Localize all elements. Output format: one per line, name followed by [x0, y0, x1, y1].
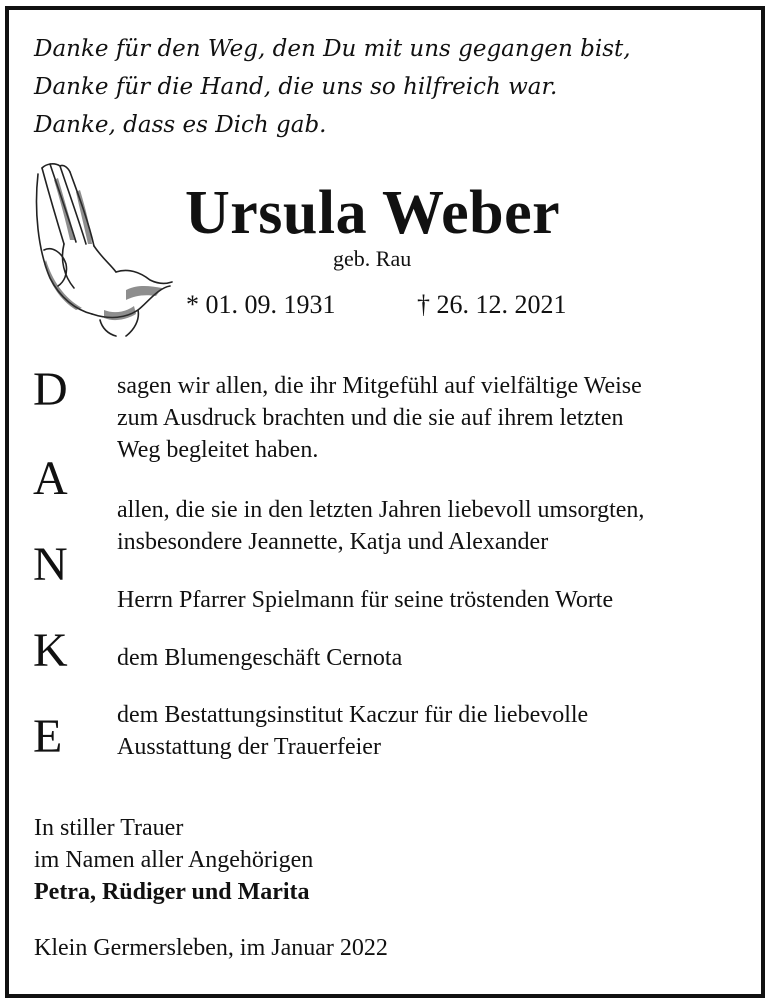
thanks-paragraph — [117, 699, 588, 763]
verse-line: Danke für die Hand, die uns so hilfreich war. — [34, 74, 558, 100]
deceased-name: Ursula Weber — [185, 179, 561, 247]
signature-line: im Namen aller Angehörigen — [34, 847, 314, 873]
praying-hands-icon — [30, 160, 175, 340]
thanks-paragraph — [117, 494, 644, 558]
death-date: † 26. 12. 2021 — [417, 290, 567, 319]
thanks-line: dem Bestattungsinstitut Kaczur für die liebevolle — [117, 702, 589, 728]
thanks-line: Ausstattung der Trauerfeier — [117, 734, 381, 760]
signature-block — [34, 812, 313, 908]
danke-letter: E — [33, 710, 63, 763]
maiden-name: geb. Rau — [333, 246, 412, 271]
thanks-line: sagen wir allen, die ihr Mitgefühl auf vielfältige Weise — [117, 373, 642, 399]
thanks-line: dem Blumengeschäft Cernota — [117, 645, 403, 671]
signature-names: Petra, Rüdiger und Marita — [34, 879, 310, 905]
thanks-line: insbesondere Jeannette, Katja und Alexander — [117, 529, 549, 555]
verse-line: Danke für den Weg, den Du mit uns gegangen bist, — [34, 36, 631, 62]
thanks-line: Herrn Pfarrer Spielmann für seine tröstenden Worte — [117, 587, 614, 613]
thanks-line: zum Ausdruck brachten und die sie auf ihrem letzten — [117, 405, 624, 431]
verse — [34, 30, 631, 144]
thanks-paragraph — [117, 584, 613, 616]
thanks-line: Weg begleitet haben. — [117, 437, 319, 463]
danke-letter: K — [33, 624, 68, 677]
danke-letter: N — [33, 538, 68, 591]
birth-date: * 01. 09. 1931 — [186, 290, 336, 319]
danke-letter: D — [33, 363, 68, 416]
thanks-line: allen, die sie in den letzten Jahren liebevoll umsorgten, — [117, 497, 645, 523]
verse-line: Danke, dass es Dich gab. — [34, 112, 327, 138]
thanks-paragraph — [117, 642, 402, 674]
place-date: Klein Germersleben, im Januar 2022 — [34, 935, 388, 961]
danke-letter: A — [33, 452, 68, 505]
thanks-paragraph — [117, 370, 642, 466]
signature-line: In stiller Trauer — [34, 815, 184, 841]
